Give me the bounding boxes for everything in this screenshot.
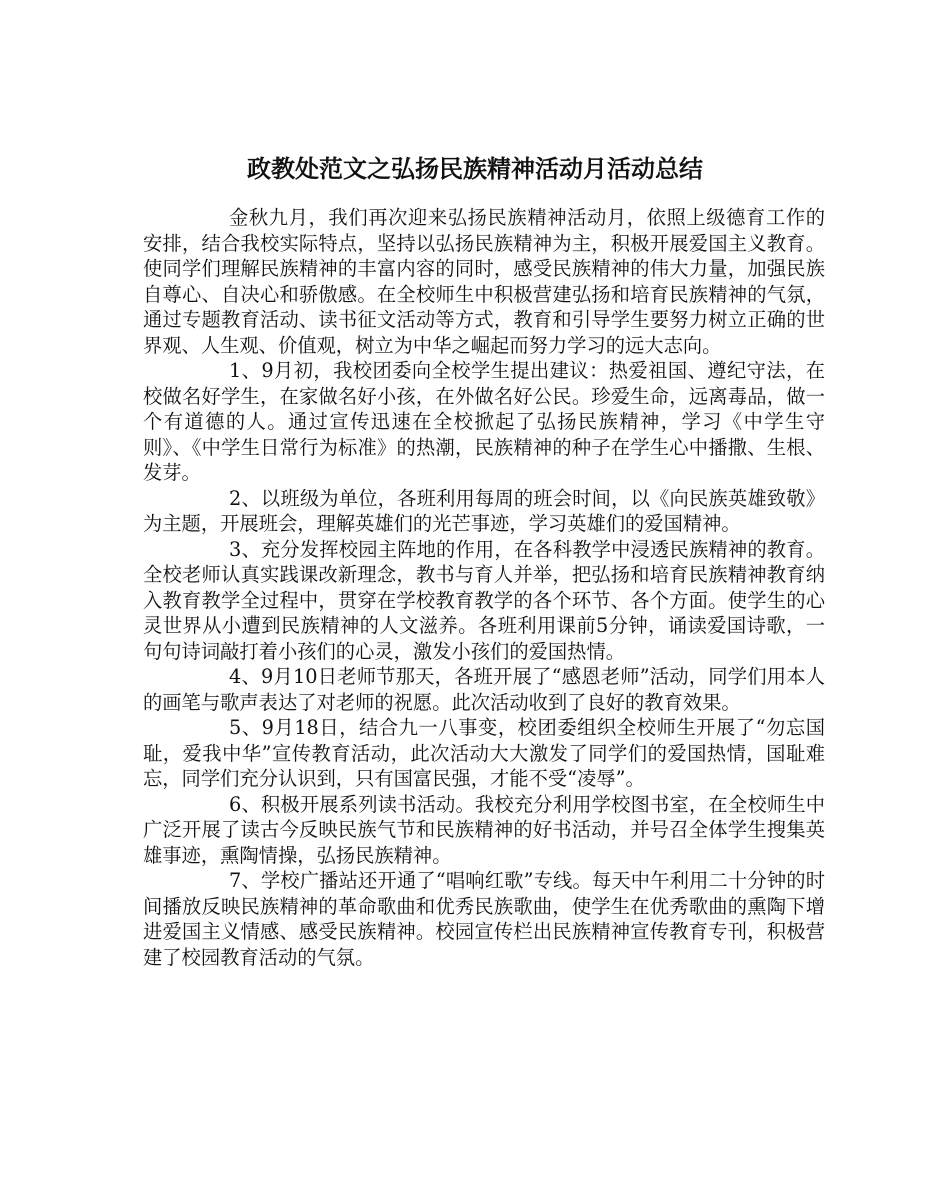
document-title: 政教处范文之弘扬民族精神活动月活动总结 [247, 154, 703, 184]
paragraph-item-3: 3、充分发挥校园主阵地的作用，在各科教学中浸透民族精神的教育。全校老师认真实践课改新理念，教书与育人并举，把弘扬和培育民族精神教育纳入教育教学全过程中，贯穿在学校教育教学的各个环节、各个方面。使学生的心灵世界从小遭到民族精神的人文滋养。各班利用课前5分钟，诵读爱国诗歌，一句句诗词敲打着小孩们的心灵，激发小孩们的爱国热情。 [143, 537, 825, 663]
paragraph-item-4: 4、9月10日老师节那天，各班开展了“感恩老师”活动，同学们用本人的画笔与歌声表达了对老师的祝愿。此次活动收到了良好的教育效果。 [143, 665, 825, 714]
paragraph-item-2: 2、以班级为单位，各班利用每周的班会时间，以《向民族英雄致敬》为主题，开展班会，理解英雄们的光芒事迹，学习英雄们的爱国精神。 [143, 486, 825, 535]
paragraph-item-1: 1、9月初，我校团委向全校学生提出建议：热爱祖国、遵纪守法，在校做名好学生，在家做名好小孩，在外做名好公民。珍爱生命，远离毒品，做一个有道德的人。通过宣传迅速在全校掀起了弘扬民族精神，学习《中学生守则》、《中学生日常行为标准》的热潮，民族精神的种子在学生心中播撒、生根、发芽。 [143, 359, 825, 484]
paragraph-item-7: 7、学校广播站还开通了“唱响红歌”专线。每天中午利用二十分钟的时间播放反映民族精神的革命歌曲和优秀民族歌曲，使学生在优秀歌曲的熏陶下增进爱国主义情感、感受民族精神。校园宣传栏出民族精神宣传教育专刊，积极营建了校园教育活动的气氛。 [143, 869, 825, 969]
paragraph-item-5: 5、9月18日，结合九一八事变，校团委组织全校师生开展了“勿忘国耻，爱我中华”宣传教育活动，此次活动大大激发了同学们的爱国热情，国耻难忘，同学们充分认识到，只有国富民强，才能不受“凌辱”。 [143, 716, 825, 790]
paragraph-intro: 金秋九月，我们再次迎来弘扬民族精神活动月，依照上级德育工作的安排，结合我校实际特点，坚持以弘扬民族精神为主，积极开展爱国主义教育。使同学们理解民族精神的丰富内容的同时，感受民族精神的伟大力量，加强民族自尊心、自决心和骄傲感。在全校师生中积极营建弘扬和培育民族精神的气氛，通过专题教育活动、读书征文活动等方式，教育和引导学生要努力树立正确的世界观、人生观、价值观，树立为中华之崛起而努力学习的远大志向。 [143, 206, 825, 357]
paragraph-item-6: 6、积极开展系列读书活动。我校充分利用学校图书室，在全校师生中广泛开展了读古今反映民族气节和民族精神的好书活动，并号召全体学生搜集英雄事迹，熏陶情操，弘扬民族精神。 [143, 792, 825, 867]
document-body [143, 205, 825, 970]
